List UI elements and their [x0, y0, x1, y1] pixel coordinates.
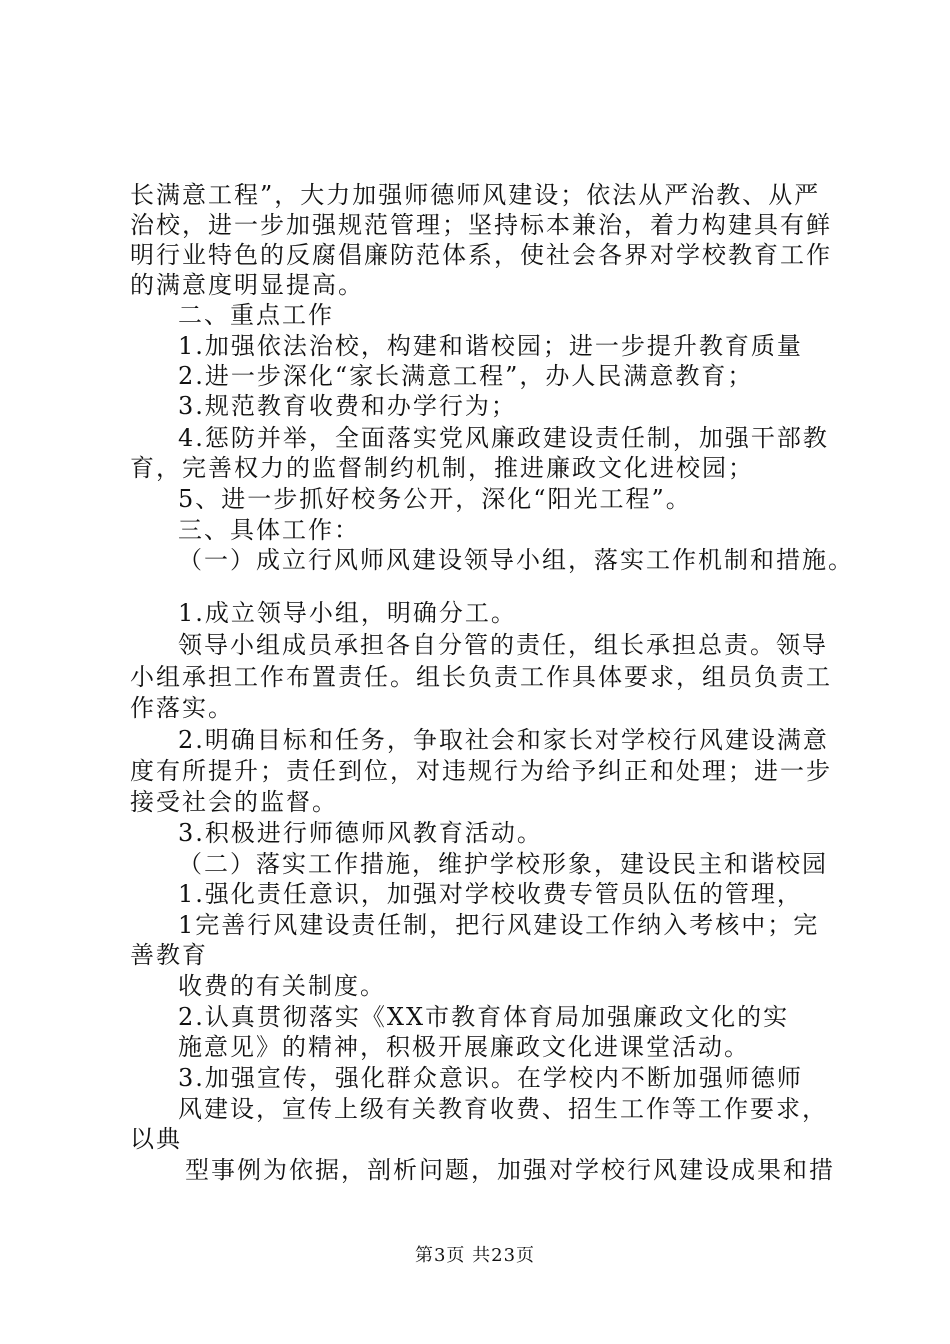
- list-item: 1完善行风建设责任制，把行风建设工作纳入考核中；完: [178, 911, 820, 939]
- paragraph-line: 以典: [130, 1125, 182, 1153]
- list-item: 5、进一步抓好校务公开，深化“阳光工程”。: [178, 485, 692, 513]
- list-item: 1.加强依法治校，构建和谐校园；进一步提升教育质量: [178, 332, 803, 360]
- paragraph-line: 领导小组成员承担各自分管的责任，组长承担总责。领导: [178, 631, 828, 659]
- list-item: 3.加强宣传，强化群众意识。在学校内不断加强师德师: [178, 1064, 803, 1092]
- list-item: 1.成立领导小组，明确分工。: [178, 599, 517, 627]
- paragraph-line: 收费的有关制度。: [178, 972, 386, 1000]
- subsection-heading: （二）落实工作措施，维护学校形象，建设民主和谐校园: [178, 850, 828, 878]
- paragraph-line: 治校，进一步加强规范管理；坚持标本兼治，着力构建具有鲜: [130, 211, 832, 239]
- section-heading: 三、具体工作：: [178, 516, 360, 544]
- list-item: 2.进一步深化“家长满意工程”，办人民满意教育；: [178, 362, 754, 390]
- paragraph-line: 型事例为依据，剖析问题，加强对学校行风建设成果和措: [185, 1156, 835, 1184]
- paragraph-line: 善教育: [130, 941, 208, 969]
- paragraph-line: 小组承担工作布置责任。组长负责工作具体要求，组员负责工: [130, 663, 832, 691]
- paragraph-line: 育，完善权力的监督制约机制，推进廉政文化进校园；: [130, 454, 754, 482]
- paragraph-line: 施意见》的精神，积极开展廉政文化进课堂活动。: [178, 1033, 750, 1061]
- page-number: 第3页 共23页: [414, 1245, 536, 1266]
- subsection-heading: （一）成立行风师风建设领导小组，落实工作机制和措施。: [178, 546, 854, 574]
- list-item: 1.强化责任意识，加强对学校收费专管员队伍的管理，: [178, 880, 803, 908]
- paragraph-line: 度有所提升；责任到位，对违规行为给予纠正和处理；进一步: [130, 757, 832, 785]
- paragraph-line: 风建设，宣传上级有关教育收费、招生工作等工作要求，: [178, 1095, 828, 1123]
- section-heading: 二、重点工作: [178, 301, 334, 329]
- paragraph-line: 的满意度明显提高。: [130, 271, 364, 299]
- paragraph-line: 作落实。: [130, 694, 234, 722]
- list-item: 3.积极进行师德师风教育活动。: [178, 819, 543, 847]
- list-item: 2.明确目标和任务，争取社会和家长对学校行风建设满意: [178, 726, 829, 754]
- paragraph-line: 长满意工程”，大力加强师德师风建设；依法从严治教、从严: [130, 181, 821, 209]
- list-item: 2.认真贯彻落实《XX市教育体育局加强廉政文化的实: [178, 1003, 790, 1031]
- paragraph-line: 接受社会的监督。: [130, 788, 338, 816]
- list-item: 4.惩防并举，全面落实党风廉政建设责任制，加强干部教: [178, 424, 829, 452]
- list-item: 3.规范教育收费和办学行为；: [178, 392, 517, 420]
- paragraph-line: 明行业特色的反腐倡廉防范体系，使社会各界对学校教育工作: [130, 241, 832, 269]
